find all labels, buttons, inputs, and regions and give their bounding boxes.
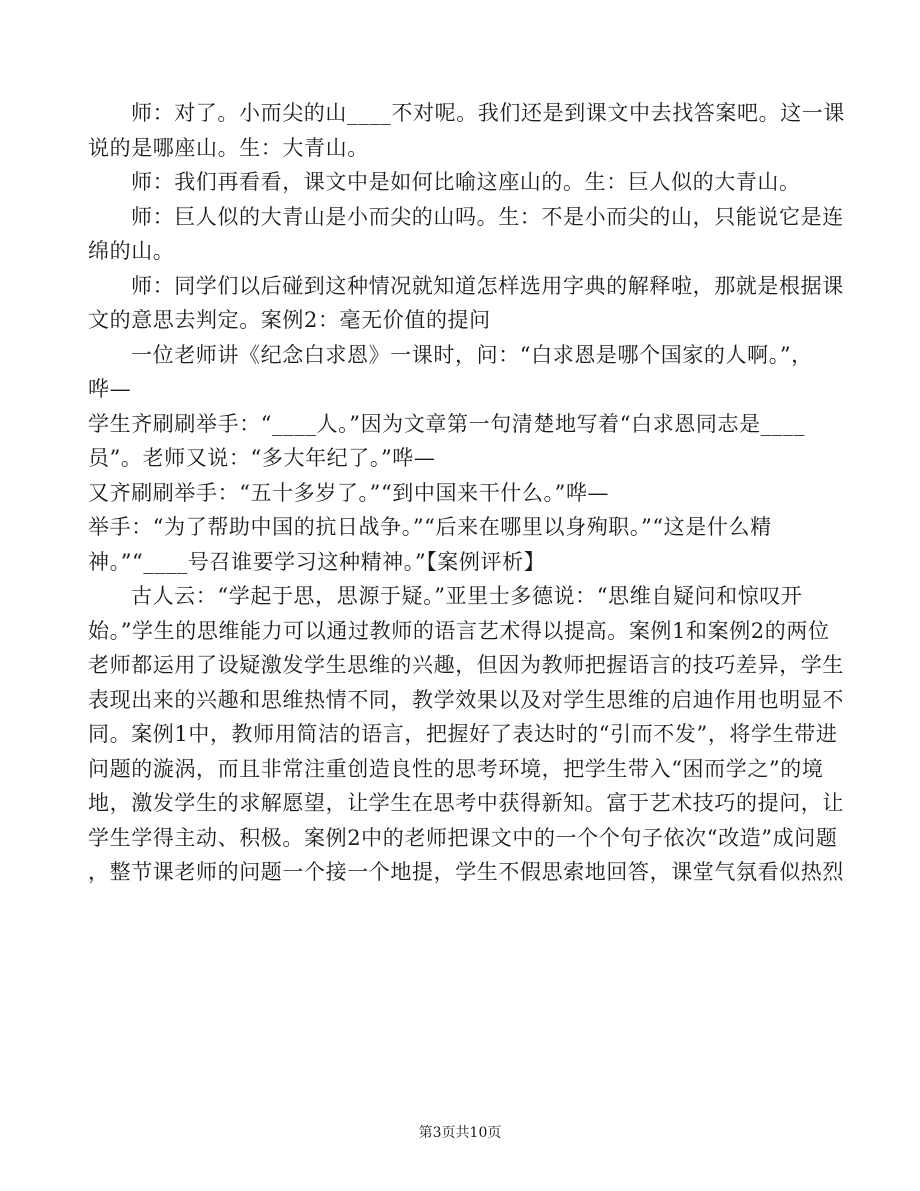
text-line: 学生学得主动、积极。案例2中的老师把课文中的一个个句子依次“改造”成问题 bbox=[88, 825, 838, 850]
text-line: 员”。老师又说：“多大年纪了。”哗— bbox=[88, 446, 436, 470]
text-line: 地，激发学生的求解愿望，让学生在思考中获得新知。富于艺术技巧的提问，让 bbox=[88, 791, 844, 815]
text-line: 表现出来的兴趣和思维热情不同，教学效果以及对学生思维的启迪作用也明显不 bbox=[88, 687, 844, 712]
text-line: 师：我们再看看，课文中是如何比喻这座山的。生：巨人似的大青山。 bbox=[131, 170, 801, 194]
text-line: 哗— bbox=[88, 377, 132, 401]
page-number-footer: 第3页共10页 bbox=[418, 1125, 502, 1141]
text-line: 绵的山。 bbox=[88, 239, 175, 263]
text-line: 师：巨人似的大青山是小而尖的山吗。生：不是小而尖的山，只能说它是连 bbox=[131, 204, 844, 229]
text-line: 神。”“____号召谁要学习这种精神。”【案例评析】 bbox=[88, 549, 546, 574]
text-line: 学生齐刷刷举手：“____人。”因为文章第一句清楚地写着“白求恩同志是____ bbox=[88, 411, 806, 436]
text-line: 师：对了。小而尖的山____不对呢。我们还是到课文中去找答案吧。这一课 bbox=[131, 101, 845, 125]
document-body bbox=[88, 96, 845, 890]
text-line: 说的是哪座山。生：大青山。 bbox=[88, 135, 369, 160]
text-line: 始。”学生的思维能力可以通过教师的语言艺术得以提高。案例1和案例2的两位 bbox=[88, 618, 830, 643]
text-line: 文的意思去判定。案例2：毫无价值的提问 bbox=[88, 308, 491, 332]
text-line: 古人云：“学起于思，思源于疑。”亚里士多德说：“思维自疑问和惊叹开 bbox=[131, 584, 803, 608]
text-line: 一位老师讲《纪念白求恩》一课时，问：“白求恩是哪个国家的人啊。”， bbox=[131, 342, 813, 367]
text-line: 问题的漩涡，而且非常注重创造良性的思考环境，把学生带入“困而学之”的境 bbox=[88, 756, 824, 781]
text-line: 老师都运用了设疑激发学生思维的兴趣，但因为教师把握语言的技巧差异，学生 bbox=[88, 653, 844, 677]
text-line: 同。案例1中，教师用简洁的语言，把握好了表达时的“引而不发”，将学生带进 bbox=[88, 722, 838, 746]
text-line: 师：同学们以后碰到这种情况就知道怎样选用字典的解释啦，那就是根据课 bbox=[131, 273, 844, 298]
text-line: ，整节课老师的问题一个接一个地提，学生不假思索地回答，课堂气氛看似热烈 bbox=[88, 860, 844, 884]
text-line: 又齐刷刷举手：“五十多岁了。”“到中国来干什么。”哗— bbox=[88, 480, 610, 505]
text-line: 举手：“为了帮助中国的抗日战争。”“后来在哪里以身殉职。”“这是什么精 bbox=[88, 515, 772, 539]
